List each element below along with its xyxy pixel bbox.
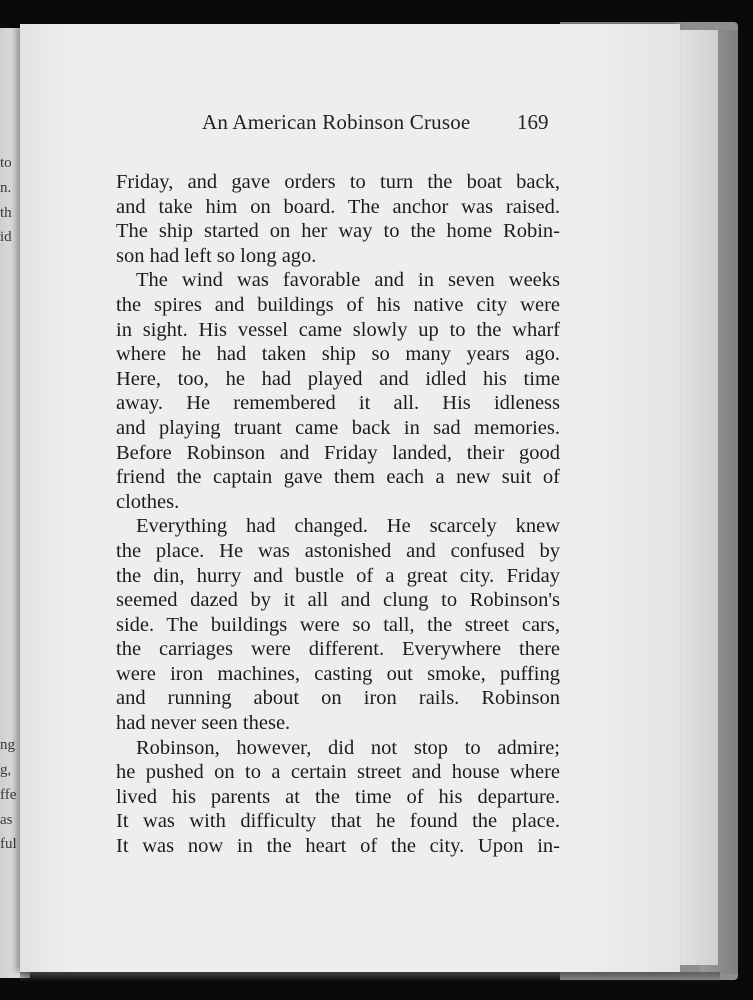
left-margin-fragment: ffe	[0, 787, 17, 803]
left-margin-fragment: n.	[0, 180, 12, 196]
text-line: Everything had changed. He scarcely knew	[136, 515, 560, 538]
text-line: It was with difficulty that he found the place.	[116, 810, 560, 833]
text-line: had never seen these.	[116, 712, 291, 735]
text-line: son had left so long ago.	[116, 244, 317, 267]
book-page	[20, 24, 680, 972]
text-line: the place. He was astonished and confused by	[116, 539, 560, 562]
text-line: lived his parents at the time of his departure.	[116, 785, 560, 808]
text-line: and playing truant came back in sad memories.	[116, 416, 560, 439]
text-line: he pushed on to a certain street and house where	[116, 761, 560, 784]
left-margin-fragment: as	[0, 812, 13, 828]
text-line: It was now in the heart of the city. Upon in-	[116, 835, 560, 858]
text-line: and take him on board. The anchor was raised.	[116, 195, 560, 218]
text-line: seemed dazed by it all and clung to Robinson's	[116, 589, 560, 612]
text-line: Friday, and gave orders to turn the boat back,	[116, 171, 560, 193]
left-margin-fragment: g,	[0, 762, 12, 778]
text-line: the carriages were different. Everywhere there	[116, 638, 560, 661]
text-line: friend the captain gave them each a new suit of	[116, 466, 560, 489]
page-shadow	[20, 972, 720, 982]
text-line: Robinson, however, did not stop to admire;	[136, 736, 560, 759]
text-line: and running about on iron rails. Robinson	[116, 687, 560, 710]
text-line: clothes.	[116, 490, 180, 513]
running-head-title: An American Robinson Crusoe	[202, 110, 471, 134]
left-margin-fragment: ful	[0, 836, 17, 852]
left-margin-fragment: id	[0, 229, 12, 245]
text-line: were iron machines, casting out smoke, puffing	[116, 662, 560, 685]
text-line: Here, too, he had played and idled his time	[116, 367, 560, 390]
text-line: The wind was favorable and in seven weeks	[136, 269, 560, 292]
text-line: away. He remembered it all. His idleness	[116, 392, 560, 415]
text-line: in sight. His vessel came slowly up to the wharf	[116, 318, 560, 341]
text-line: side. The buildings were so tall, the street cars,	[116, 613, 560, 636]
text-line: the spires and buildings of his native city were	[116, 293, 560, 316]
body-text	[116, 170, 560, 859]
text-line: Before Robinson and Friday landed, their good	[116, 441, 560, 464]
left-margin-fragment: to	[0, 155, 12, 171]
page-number: 169	[517, 110, 549, 134]
text-line: The ship started on her way to the home Robin-	[116, 220, 560, 243]
text-line: where he had taken ship so many years ago.	[116, 343, 560, 366]
text-line: the din, hurry and bustle of a great city. Friday	[116, 564, 560, 587]
left-margin-fragment: th	[0, 205, 12, 221]
left-margin-fragment: ng	[0, 737, 15, 753]
